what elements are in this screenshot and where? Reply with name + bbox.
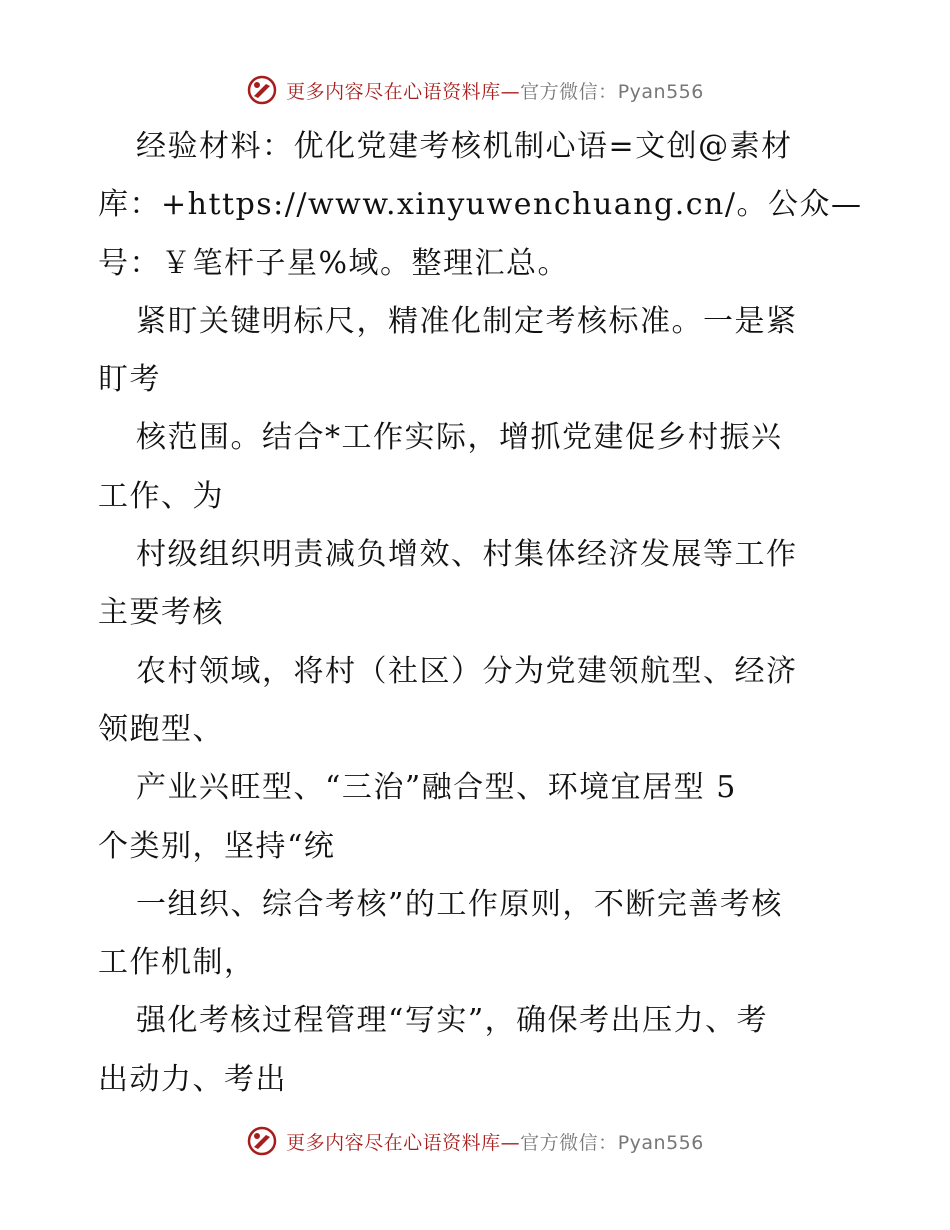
banner-text: [286, 77, 704, 104]
paragraph-line: 村级组织明责减负增效、村集体经济发展等工作: [136, 537, 798, 573]
paragraph-line: 紧盯关键明标尺，精准化制定考核标准。一是紧: [136, 303, 798, 339]
header-banner: [0, 70, 950, 110]
banner-brand-text: 更多内容尽在心语资料库—: [286, 80, 521, 103]
banner-wechat-label: 官方微信：: [520, 80, 618, 103]
logo-icon: [246, 1125, 278, 1157]
paragraph-line: 库：+https://www.xinyuwenchuang.cn/。公众—: [98, 187, 863, 223]
document-body: [98, 118, 863, 1109]
paragraph-line: 盯考: [98, 362, 161, 398]
footer-banner: [0, 1121, 950, 1161]
paragraph-line: 领跑型、: [98, 711, 224, 747]
paragraph-line: 工作机制，: [98, 945, 256, 981]
banner-text: [286, 1128, 704, 1155]
banner-wechat-id: Pyan556: [617, 80, 704, 103]
paragraph-line: 号：￥笔杆子星%域。整理汇总。: [98, 245, 570, 281]
banner-wechat-label: 官方微信：: [520, 1131, 618, 1154]
paragraph-line: 强化考核过程管理“写实”，确保考出压力、考: [136, 1003, 769, 1039]
paragraph-line: 农村领域，将村（社区）分为党建领航型、经济: [136, 653, 798, 689]
paragraph-line: 核范围。结合*工作实际，增抓党建促乡村振兴: [136, 420, 783, 456]
paragraph-line: 个类别，坚持“统: [98, 828, 336, 864]
banner-wechat-id: Pyan556: [617, 1131, 704, 1154]
paragraph-line: 出动力、考出: [98, 1061, 287, 1097]
banner-brand-text: 更多内容尽在心语资料库—: [286, 1131, 521, 1154]
paragraph-line: 产业兴旺型、“三治”融合型、环境宜居型 5: [136, 770, 737, 806]
paragraph-line: 经验材料：优化党建考核机制心语=文创@素材: [136, 129, 793, 164]
paragraph-line: 主要考核: [98, 595, 224, 631]
paragraph-line: 一组织、综合考核”的工作原则，不断完善考核: [136, 886, 783, 922]
logo-icon: [246, 74, 278, 106]
paragraph-line: 工作、为: [98, 478, 224, 514]
